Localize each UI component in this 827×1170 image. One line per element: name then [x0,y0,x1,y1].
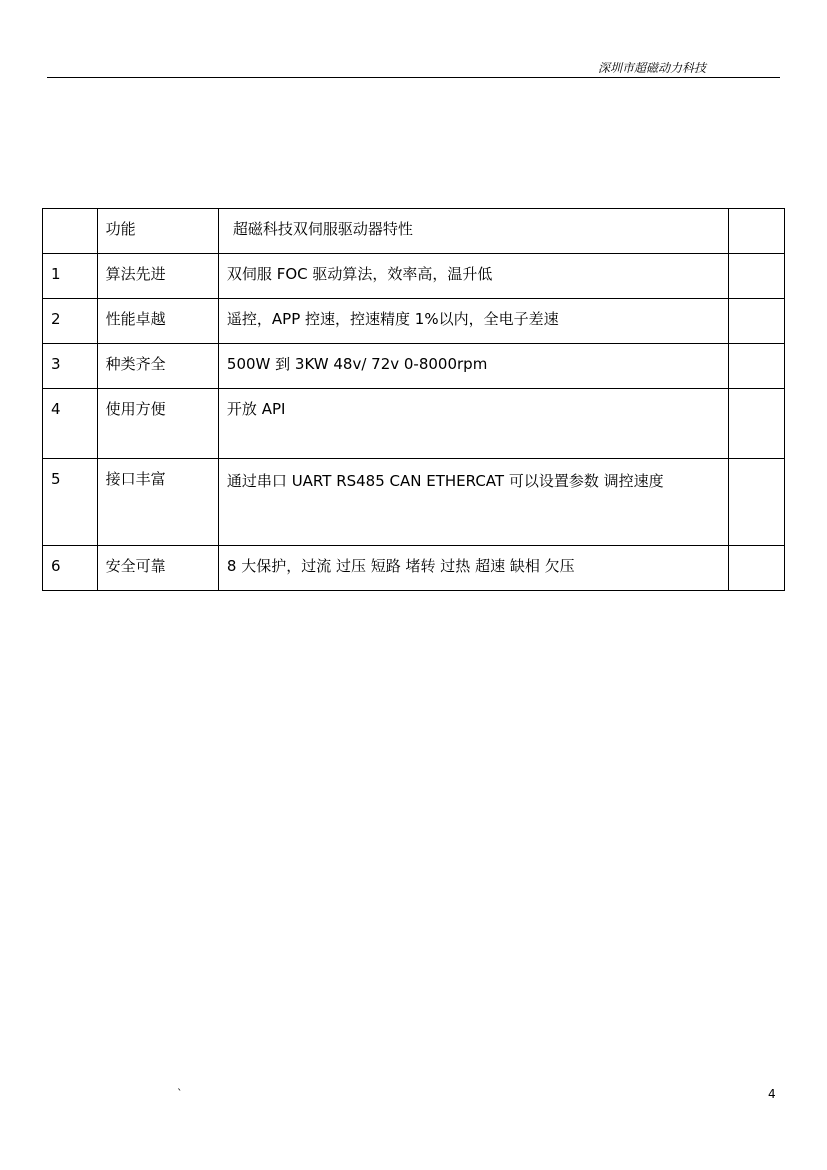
row-number: 5 [43,459,98,546]
table-row [43,254,785,299]
header-cell-no [43,209,98,254]
row-extra [729,389,785,459]
feature-table [42,208,785,591]
row-number: 6 [43,546,98,591]
row-number: 3 [43,344,98,389]
row-function: 安全可靠 [97,546,218,591]
row-spec: 双伺服 FOC 驱动算法，效率高，温升低 [218,254,728,299]
row-extra [729,459,785,546]
row-extra [729,299,785,344]
header-company-name: 深圳市超磁动力科技 [598,61,707,75]
row-number: 2 [43,299,98,344]
row-function: 性能卓越 [97,299,218,344]
footer-mark: ` [177,1087,183,1100]
row-number: 1 [43,254,98,299]
row-spec: 500W 到 3KW 48v/ 72v 0-8000rpm [218,344,728,389]
table-row [43,299,785,344]
row-extra [729,254,785,299]
header-rule [47,77,780,78]
row-spec: 开放 API [218,389,728,459]
row-function: 种类齐全 [97,344,218,389]
row-spec: 通过串口 UART RS485 CAN ETHERCAT 可以设置参数 调控速度 [218,459,728,546]
table-header-row [43,209,785,254]
row-extra [729,344,785,389]
header-cell-function: 功能 [97,209,218,254]
table-row [43,546,785,591]
row-number: 4 [43,389,98,459]
header-cell-spec: 超磁科技双伺服驱动器特性 [218,209,728,254]
row-function: 接口丰富 [97,459,218,546]
table-row [43,389,785,459]
row-function: 使用方便 [97,389,218,459]
page-number: 4 [768,1087,776,1101]
table-row [43,344,785,389]
row-spec: 8 大保护，过流 过压 短路 堵转 过热 超速 缺相 欠压 [218,546,728,591]
header-cell-extra [729,209,785,254]
row-function: 算法先进 [97,254,218,299]
table-row [43,459,785,546]
row-spec: 遥控，APP 控速，控速精度 1%以内，全电子差速 [218,299,728,344]
row-extra [729,546,785,591]
